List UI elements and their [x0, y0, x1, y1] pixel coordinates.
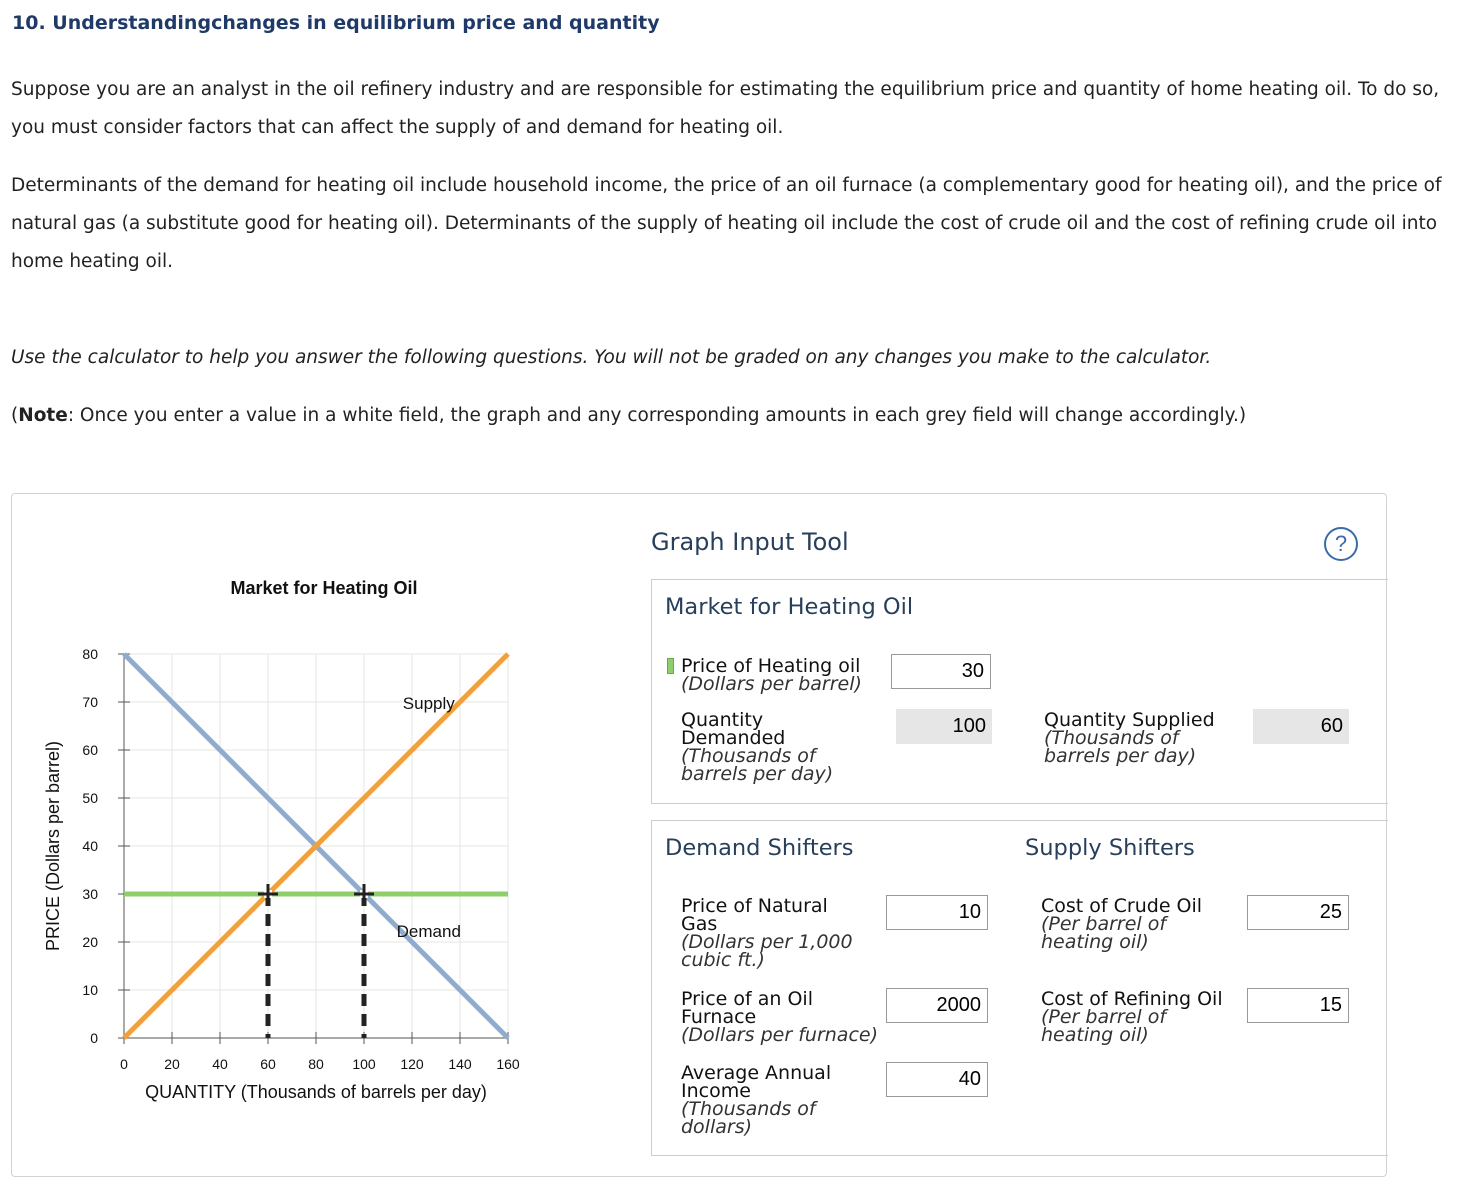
x-tick-label: 80 [308, 1056, 324, 1072]
x-tick-label: 60 [260, 1056, 276, 1072]
qd-unit-line2: barrels per day) [681, 763, 834, 785]
x-tick-label: 160 [496, 1056, 520, 1072]
qd-label-line2: Demanded [681, 727, 786, 749]
crude-label-text: Cost of Crude Oil [1041, 895, 1203, 917]
price-unit: (Dollars per barrel) [681, 673, 862, 695]
quantity-supplied-label [1044, 711, 1215, 765]
y-tick-label: 80 [82, 646, 98, 662]
crude-unit-line1: (Per barrel of [1041, 913, 1167, 935]
oil-furnace-label [681, 990, 878, 1044]
market-box-title: Market for Heating Oil [665, 594, 914, 620]
gas-label-line1: Price of Natural [681, 895, 828, 917]
y-axis-label: PRICE (Dollars per barrel) [43, 740, 63, 952]
x-tick-label: 40 [212, 1056, 228, 1072]
y-tick-label: 50 [82, 790, 98, 806]
gas-unit-line2: cubic ft.) [681, 949, 765, 971]
note-bold: Note [18, 405, 68, 426]
qd-unit-line1: (Thousands of [681, 745, 816, 767]
income-unit-line1: (Thousands of [681, 1098, 816, 1120]
supply-shifters-title: Supply Shifters [1025, 835, 1195, 861]
x-tick-label: 100 [352, 1056, 376, 1072]
oil-furnace-input[interactable] [886, 988, 988, 1023]
price-label [681, 657, 862, 693]
gas-label-line2: Gas [681, 913, 718, 935]
x-tick-label: 0 [120, 1056, 128, 1072]
furnace-unit: (Dollars per furnace) [681, 1024, 878, 1046]
intro-paragraph: Suppose you are an analyst in the oil refinery industry and are responsible for estimating the equilibrium price and quantity of home heating oil. To do so, you must consider factors that can affect the supply of and demand for heating oil. [11, 79, 1440, 138]
crude-unit-line2: heating oil) [1041, 931, 1149, 953]
income-label-line2: Income [681, 1080, 751, 1102]
price-line-swatch [667, 658, 674, 674]
y-tick-label: 60 [82, 742, 98, 758]
refine-unit-line1: (Per barrel of [1041, 1006, 1167, 1028]
supply-curve-label: Supply [402, 694, 455, 714]
y-tick-label: 70 [82, 694, 98, 710]
help-icon[interactable]: ? [1324, 527, 1358, 561]
graph-input-tool-title: Graph Input Tool [651, 528, 849, 556]
income-label [681, 1064, 831, 1136]
qs-unit-line1: (Thousands of [1044, 727, 1179, 749]
question-title: 10. Understandingchanges in equilibrium price and quantity [12, 12, 660, 34]
refining-label [1041, 990, 1223, 1044]
note-prefix: ( [11, 405, 19, 426]
refining-input[interactable] [1247, 988, 1349, 1023]
qs-unit-line2: barrels per day) [1044, 745, 1197, 767]
gas-unit-line1: (Dollars per 1,000 [681, 931, 853, 953]
income-input[interactable] [886, 1062, 988, 1097]
note-text [11, 397, 1476, 435]
instruction-text: Use the calculator to help you answer the following questions. You will not be graded on any changes you make to the calculator. [11, 347, 1212, 368]
furnace-label-line2: Furnace [681, 1006, 757, 1028]
qs-label-text: Quantity Supplied [1044, 709, 1215, 731]
furnace-label-line1: Price of an Oil [681, 988, 813, 1010]
note-rest: : Once you enter a value in a white field, the graph and any corresponding amounts in each grey field will change accordingly.) [67, 405, 1247, 426]
crude-oil-input[interactable] [1247, 895, 1349, 930]
refine-unit-line2: heating oil) [1041, 1024, 1149, 1046]
crude-oil-label [1041, 897, 1202, 951]
refine-label-text: Cost of Refining Oil [1041, 988, 1223, 1010]
demand-shifters-title: Demand Shifters [665, 835, 854, 861]
y-tick-label: 30 [82, 886, 98, 902]
quantity-supplied-field: 60 [1253, 709, 1349, 744]
quantity-demanded-field: 100 [896, 709, 992, 744]
y-tick-label: 10 [82, 982, 98, 998]
price-input[interactable] [891, 654, 991, 689]
determinants-paragraph: Determinants of the demand for heating oil include household income, the price of an oil furnace (a complementary good for heating oil), and the price of natural gas (a substitute good for heating oil). Determinants of the supply of heating oil include the cost of crude oil and the cost of refining crude oil into home heating oil. [11, 175, 1442, 272]
price-label-text: Price of Heating oil [681, 655, 861, 677]
natural-gas-label [681, 897, 853, 969]
x-tick-label: 140 [448, 1056, 472, 1072]
demand-curve-label: Demand [396, 922, 461, 942]
natural-gas-input[interactable] [886, 895, 988, 930]
income-unit-line2: dollars) [681, 1116, 753, 1138]
x-tick-label: 120 [400, 1056, 424, 1072]
income-label-line1: Average Annual [681, 1062, 832, 1084]
x-axis-label: QUANTITY (Thousands of barrels per day) [145, 1082, 487, 1102]
y-tick-label: 40 [82, 838, 98, 854]
x-tick-label: 20 [164, 1056, 180, 1072]
quantity-demanded-label [681, 711, 833, 783]
y-tick-label: 20 [82, 934, 98, 950]
y-tick-label: 0 [90, 1030, 98, 1046]
chart-title: Market for Heating Oil [230, 578, 418, 598]
qd-label-line1: Quantity [681, 709, 764, 731]
